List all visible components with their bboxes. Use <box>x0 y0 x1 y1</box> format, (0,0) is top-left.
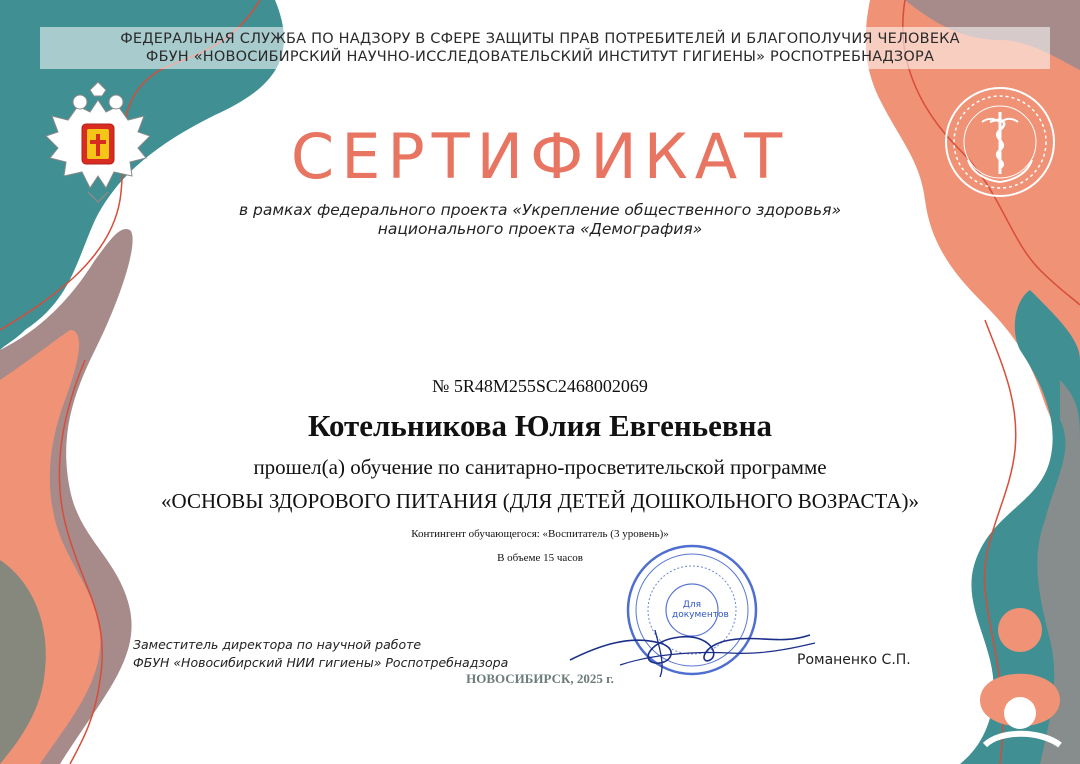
header-line-2: ФБУН «НОВОСИБИРСКИЙ НАУЧНО-ИССЛЕДОВАТЕЛЬСКИЙ ИНСТИТУТ ГИГИЕНЫ» РОСПОТРЕБНАДЗОРА <box>145 49 935 65</box>
stamp-label: Для документов <box>672 600 729 620</box>
volume-text: В объеме 15 часов <box>497 552 583 564</box>
certificate-number: № 5R48M255SC2468002069 <box>432 376 648 396</box>
signer-name: Романенко С.П. <box>797 652 911 668</box>
header-line-1: ФЕДЕРАЛЬНАЯ СЛУЖБА ПО НАДЗОРУ В СФЕРЕ ЗАЩИТЫ ПРАВ ПОТРЕБИТЕЛЕЙ И БЛАГОПОЛУЧИЯ ЧЕЛОВЕКА <box>120 31 960 47</box>
project-line-2: национального проекта «Демография» <box>377 220 703 238</box>
recipient-name: Котельникова Юлия Евгеньевна <box>308 408 772 443</box>
contingent-text: Контингент обучающегося: «Воспитатель (3 уровень)» <box>411 528 669 540</box>
certificate-title: СЕРТИФИКАТ <box>290 120 790 193</box>
signer-position-line-1: Заместитель директора по научной работе <box>133 637 422 652</box>
program-title: «ОСНОВЫ ЗДОРОВОГО ПИТАНИЯ (ДЛЯ ДЕТЕЙ ДОШКОЛЬНОГО ВОЗРАСТА)» <box>161 489 919 513</box>
project-line-1: в рамках федерального проекта «Укрепление общественного здоровья» <box>238 201 842 219</box>
city-year: НОВОСИБИРСК, 2025 г. <box>466 671 614 686</box>
signer-position-line-2: ФБУН «Новосибирский НИИ гигиены» Роспотребнадзора <box>133 655 509 670</box>
completion-text: прошел(а) обучение по санитарно-просветительской программе <box>253 455 827 479</box>
